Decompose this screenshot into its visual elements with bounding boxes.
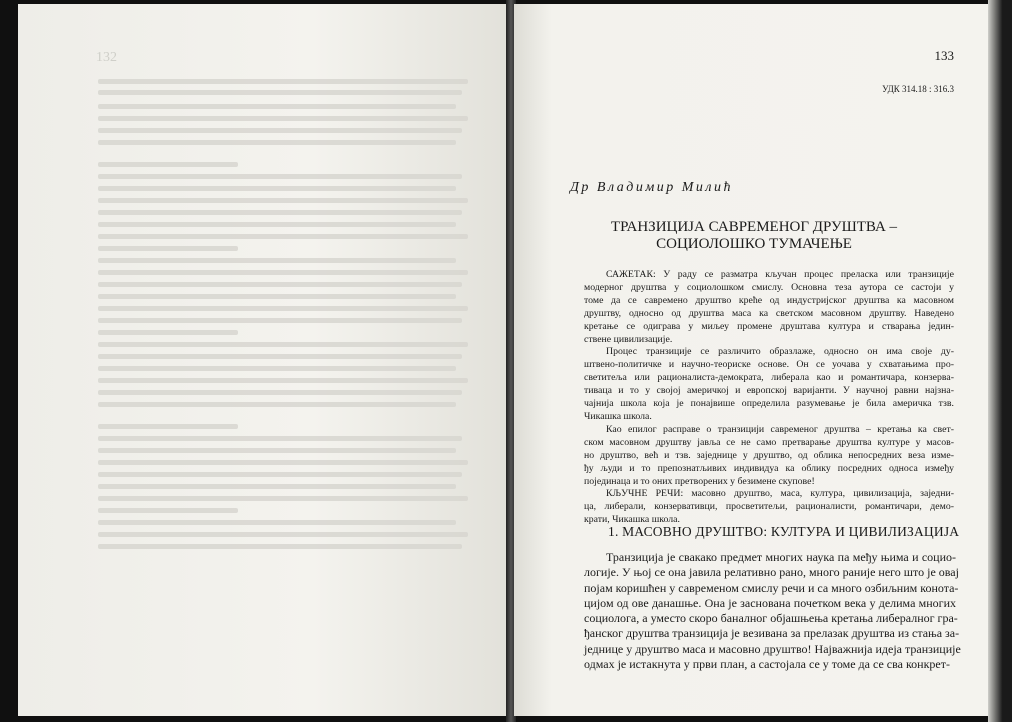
text-line: Као епилог расправе о транзицији савременог друштва – кретања ка свет- [606,423,954,435]
text-line: ском масовном друштву јавља се не само претварање друштва културе у масов- [584,436,954,448]
right-page [514,4,988,716]
text-line: штвено-политичке и научно-теориске основе. Он се уочава у схватањима про- [584,359,954,371]
text-line: но друштво, већ и тзв. заједнице у друштво, од облика непосредних веза изме- [584,449,954,461]
bleed-through-line [98,354,462,359]
text-line: одмах је истакнута у први план, а састојала се у томе да се сва конкрет- [584,657,950,672]
bleed-through-line [98,222,456,227]
text-line: логије. У њој се она јавила релативно рано, много раније него што је овај [584,565,959,580]
text-line: светитеља или рационалиста-демократа, либерала као и романтичара, конзерва- [584,372,954,384]
udk-code: УДК 314.18 : 316.3 [882,84,954,94]
bleed-through-line [98,258,456,263]
bleed-through-line [98,448,456,453]
bleed-through-line [98,79,468,84]
bleed-through-line [98,424,238,429]
text-line: тиваца и то у својој америчкој и европској варијанти. У научној равни најзна- [584,385,954,397]
bleed-through-line [98,116,468,121]
text-line: ђу људи и то препознатљивих индивидуа ка облику посредних односа између [584,462,954,474]
bleed-through-line [98,436,462,441]
bleed-through-line [98,210,462,215]
article-title-line-2: СОЦИОЛОШКО ТУМАЧЕЊЕ [656,236,852,252]
bleed-through-line [98,496,468,501]
left-page [18,4,510,716]
bleed-through-line [98,246,238,251]
text-line: модерног друштва у социолошком смислу. Основна теза аутора се састоји у [584,281,954,293]
text-line: САЖЕТАК: У раду се разматра кључан процес преласка или транзиције [606,269,954,280]
bleed-through-line [98,544,462,549]
bleed-through-line [98,508,238,513]
bleed-through-line [98,532,468,537]
abstract [584,269,954,527]
body-paragraph [584,550,961,672]
bleed-through-line [98,234,468,239]
bleed-through-line [98,282,462,287]
bleed-through-line [98,472,462,477]
bleed-through-line [98,270,468,275]
text-line: друштву, односно од друштва маса ка светском масовном друштву. Наведено [584,307,954,319]
bleed-through-line [98,484,456,489]
bleed-through-line [98,104,456,109]
bleed-through-line [98,140,456,145]
text-line: Чикашка школа. [584,410,652,422]
text-line: томе да се савремено друштво креће од индустријског друштва ка масовном [584,294,954,306]
bleed-through-line [98,128,462,133]
text-line: социолога, а уместо скоро баналног објашњења кретања либералног гра- [584,611,958,626]
bleed-through-line [98,294,456,299]
text-line: ђанског друштва транзиција је везивана за прелазак друштва из стања за- [584,626,960,641]
bleed-through-line [98,198,468,203]
book-edge [988,0,1012,722]
bleed-through-line [98,186,456,191]
bleed-through-line [98,306,468,311]
section-heading: 1. МАСОВНО ДРУШТВО: КУЛТУРА И ЦИВИЛИЗАЦИЈА [608,524,960,539]
text-line: цијом од ове данашње. Она је заснована почетком века у делима многих [584,595,956,610]
text-line: кретање се одиграва у миљеу промене друштава култура и стварања једин- [584,320,954,332]
text-line: ца, либерали, конзервативци, просветитељи, рационалисти, романтичари, демо- [584,501,954,513]
bleed-through-line [98,460,468,465]
bleed-through-line [98,390,462,395]
abstract-paragraph-1 [584,269,954,346]
bleed-through-line [98,162,238,167]
bleed-through-line [98,366,456,371]
text-line: крати, Чикашка школа. [584,514,680,526]
bleed-through-line [98,378,468,383]
text-line: појам коришћен у савременом смислу речи и са много озбиљним конота- [584,580,959,595]
text-line: ствене цивилизације. [584,333,673,345]
bleed-through-line [98,402,456,407]
article-title-line-1: ТРАНЗИЦИЈА САВРЕМЕНОГ ДРУШТВА – [610,219,898,235]
text-line: једнице у друштво маса и масовно друштво! Најважнија идеја транзиције [584,641,961,656]
page-number: 133 [934,48,954,63]
abstract-paragraph-3 [584,424,954,489]
bleed-through-line [98,318,462,323]
abstract-paragraph-2 [584,346,954,423]
text-line: Транзиција је свакако предмет многих наука па међу њима и социо- [606,550,956,564]
text-line: чајнија школа која је понајвише определила разумевање је била америчка тзв. [584,398,954,410]
bleed-through-line [98,330,238,335]
text-line: појединаца и то оних претворених у безимене скупове! [584,475,815,487]
bleed-through-line [98,520,456,525]
bleed-through-line [98,174,462,179]
author-name: Др Владимир Милић [570,180,734,195]
keywords-paragraph [584,488,954,527]
bleed-through-line [98,90,462,95]
text-line: КЉУЧНЕ РЕЧИ: масовно друштво, маса, култура, цивилизација, заједни- [606,488,954,500]
bleed-through-line [98,342,468,347]
left-page-number: 132 [96,50,117,65]
text-line: Процес транзиције се различито образлаже, односно он има своје ду- [606,346,954,358]
